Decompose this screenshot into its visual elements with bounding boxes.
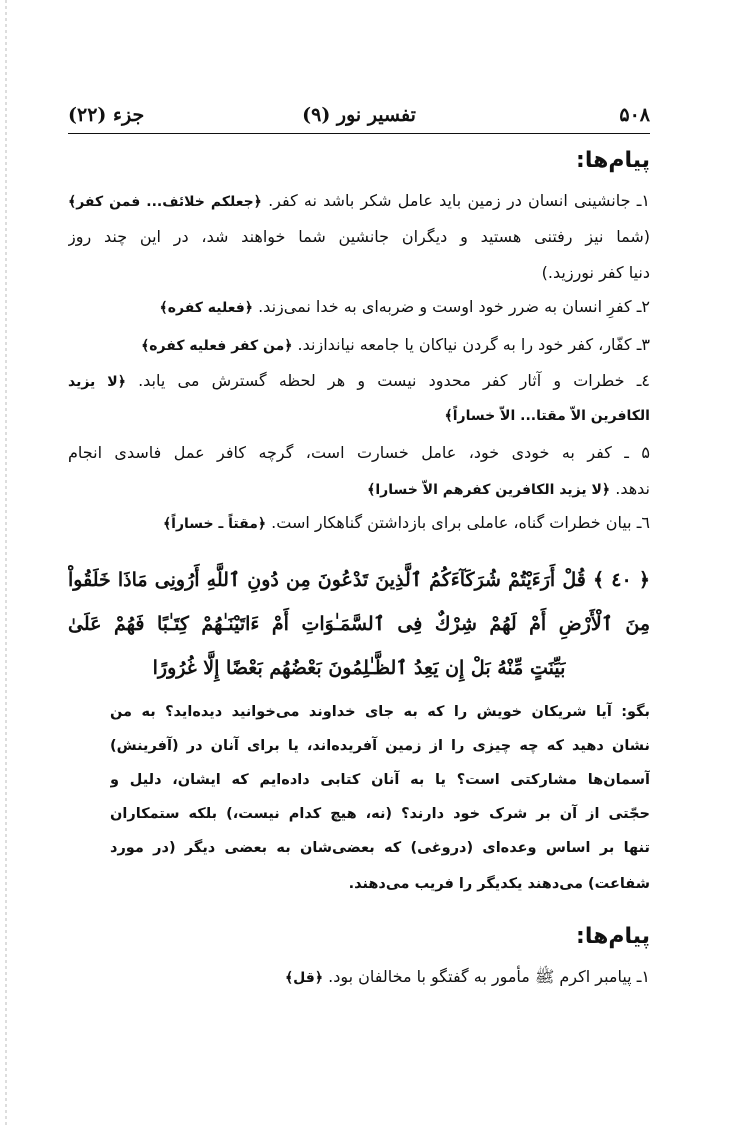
quran-verse-line: ﴿ ٤٠ ﴾ قُلْ أَرَءَيْتُمْ شُرَكَآءَكُمُ ٱلَّذِينَ تَدْعُونَ مِن دُونِ ٱللَّهِ أَرُونِى مَاذَا خَلَقُواْ <box>68 569 650 591</box>
page-number: ۵۰۸ <box>619 104 650 126</box>
verse-reference: ﴿قل﴾ <box>284 970 324 986</box>
messages-heading: پیام‌ها: <box>576 148 650 173</box>
message-line: دنیا کفر نورزید.) <box>541 263 650 282</box>
verse-reference: ﴿لا یزید <box>68 374 126 390</box>
translation-line: آسمان‌ها مشارکتی است؟ یا به آنان کتابی داده‌ایم که ایشان، دلیل و <box>110 772 650 788</box>
message-line: (شما نیز رفتنی هستید و دیگران جانشین شما خواهند شد، در این چند روز <box>68 227 650 246</box>
verse-reference: ﴿مقتاً ـ خساراً﴾ <box>162 516 267 532</box>
message-line: ۳ـ کفّار، کفر خود را به گردن نیاکان یا جامعه نیاندازند. ﴿من کفر فعلیه کفره﴾ <box>141 335 650 354</box>
translation-line: نشان دهید که چه چیزی را از زمین آفریده‌اند، یا برای آنان در (آفرینش) <box>110 738 650 754</box>
book-title: تفسیر نور (۹) <box>302 104 416 126</box>
part-label: جزء (۲۲) <box>68 104 145 126</box>
message-line: ۵ ـ کفر به خودی خود، عامل خسارت است، گرچه کافر عمل فاسدی انجام <box>68 443 650 462</box>
verse-reference: ﴿فعلیه کفره﴾ <box>159 300 253 316</box>
translation-line: حجّتی از آن بر شرک خود دارند؟ (نه، هیچ کدام نیست،) بلکه ستمکاران <box>110 806 650 822</box>
message-line: ۱ـ جانشینی انسان در زمین باید عامل شکر باشد نه کفر. ﴿جعلکم خلائف... فمن کفر﴾ <box>68 191 650 210</box>
message-line: ندهد. ﴿لا یزید الکافرین کفرهم الاّ خسارا﴾ <box>367 479 650 498</box>
quran-verse-line: بَيِّنَتٍ مِّنْهُ بَلْ إِن يَعِدُ ٱلظَّـٰلِمُونَ بَعْضُهُم بَعْضًا إِلَّا غُرُورًا <box>152 657 566 679</box>
message-line <box>68 400 650 431</box>
translation-line: شفاعت) می‌دهند یکدیگر را فریب می‌دهند. <box>348 876 650 892</box>
verse-reference: ﴿من کفر فعلیه کفره﴾ <box>141 338 293 354</box>
message-line: ٦ـ بیان خطرات گناه، عاملی برای بازداشتن گناهکار است. ﴿مقتاً ـ خساراً﴾ <box>162 513 650 532</box>
page-header <box>68 104 650 130</box>
quran-verse-line: مِنَ ٱلْأَرْضِ أَمْ لَهُمْ شِرْكٌ فِى ٱلسَّمَـٰوَاتِ أَمْ ءَاتَيْنَـٰهُمْ كِتَـٰبًا فَهُمْ عَلَىٰ <box>68 613 650 635</box>
header-rule <box>68 133 650 134</box>
verse-reference: ﴿لا یزید الکافرین کفرهم الاّ خسارا﴾ <box>367 482 611 498</box>
message-line: ٤ـ خطرات و آثار کفر محدود نیست و هر لحظه گسترش می یابد. ﴿لا یزید <box>68 371 650 390</box>
message-line: ۱ـ پیامبر اکرم ﷺ مأمور به گفتگو با مخالفان بود. ﴿قل﴾ <box>284 967 650 986</box>
messages-heading: پیام‌ها: <box>576 924 650 949</box>
translation-line: بگو: آیا شریکان خویش را که به جای خداوند می‌خوانید دیده‌اید؟ به من <box>110 704 650 720</box>
verse-reference: الکافرین الاّ مقتا... الاّ خساراً﴾ <box>444 408 650 424</box>
scan-margin <box>5 0 7 1128</box>
verse-reference: ﴿جعلکم خلائف... فمن کفر﴾ <box>68 194 262 210</box>
message-line: ۲ـ کفرِ انسان به ضرر خود اوست و ضربه‌ای به خدا نمی‌زند. ﴿فعلیه کفره﴾ <box>159 297 650 316</box>
translation-line: تنها بر اساس وعده‌ای (دروغی) که بعضی‌شان به بعضی دیگر (در مورد <box>110 840 650 856</box>
